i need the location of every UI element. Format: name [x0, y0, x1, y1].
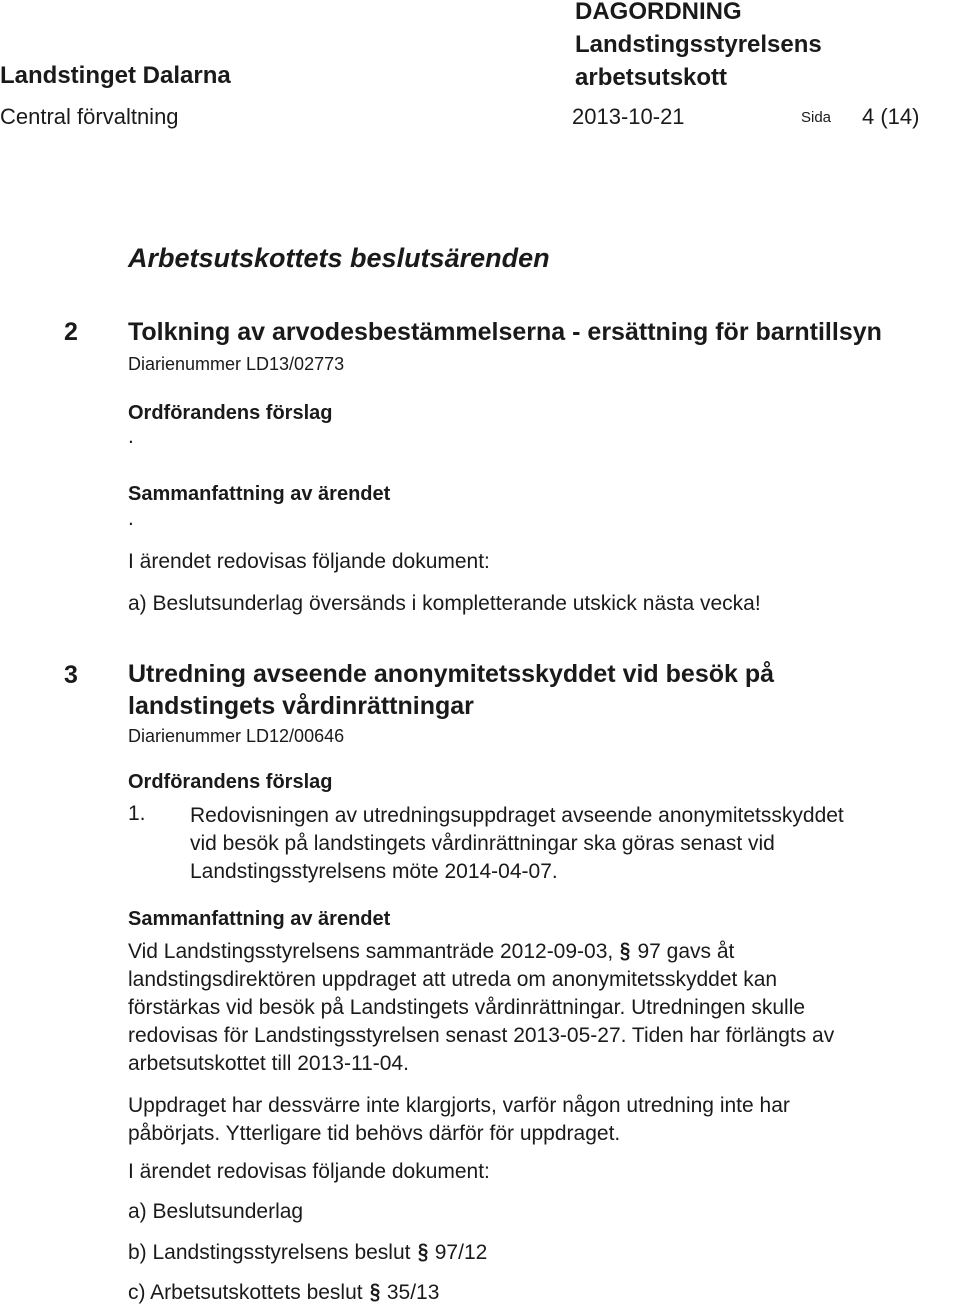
documents-intro: I ärendet redovisas följande dokument: [128, 550, 490, 573]
summary-line: förstärkas vid besök på Landstingets vårdinrättningar. Utredningen skulle [128, 996, 806, 1019]
paragraph-sign: § [417, 1239, 428, 1264]
summary-text: Vid Landstingsstyrelsens sammanträde 2012-09-03, [128, 940, 614, 963]
document-item [128, 1239, 487, 1267]
proposal-text: . [128, 425, 134, 448]
item-title: Tolkning av arvodesbestämmelserna - ersättning för barntillsyn [128, 318, 882, 346]
item-number: 2 [64, 318, 78, 346]
summary-line [128, 938, 734, 966]
diary-number: Diarienummer LD13/02773 [128, 354, 345, 374]
committee-name-line2: arbetsutskott [575, 64, 728, 91]
committee-name-line1: Landstingsstyrelsens [575, 31, 822, 58]
page-number: 4 (14) [862, 104, 920, 129]
document-text: 35/13 [386, 1281, 440, 1304]
page-label: Sida [801, 109, 832, 126]
document-item: a) Beslutsunderlag [128, 1200, 304, 1223]
summary-line: redovisas för Landstingsstyrelsen senast 2013-05-27. Tiden har förlängts av [128, 1024, 835, 1047]
document-text: 97/12 [434, 1241, 488, 1264]
decision-number: 1. [128, 802, 146, 825]
document-text: b) Landstingsstyrelsens beslut [128, 1241, 411, 1264]
summary-line: Uppdraget har dessvärre inte klargjorts, varför någon utredning inte har [128, 1094, 790, 1117]
item-title-line2: landstingets vårdinrättningar [128, 692, 474, 720]
summary-heading: Sammanfattning av ärendet [128, 908, 391, 930]
paragraph-sign: § [620, 938, 631, 963]
diary-number: Diarienummer LD12/00646 [128, 726, 345, 746]
summary-text: . [128, 507, 134, 530]
document-text: c) Arbetsutskottets beslut [128, 1281, 363, 1304]
decision-line: Landstingsstyrelsens möte 2014-04-07. [190, 860, 558, 883]
decision-line: vid besök på landstingets vårdinrättningar ska göras senast vid [190, 832, 775, 855]
document-item [128, 1279, 439, 1307]
department: Central förvaltning [0, 104, 179, 129]
summary-line: arbetsutskottet till 2013-11-04. [128, 1052, 409, 1075]
summary-line: landstingsdirektören uppdraget att utreda om anonymitetsskyddet kan [128, 968, 778, 991]
meeting-date: 2013-10-21 [572, 104, 685, 129]
proposal-heading: Ordförandens förslag [128, 771, 333, 793]
paragraph-sign: § [369, 1279, 380, 1304]
organization-name: Landstinget Dalarna [0, 62, 231, 89]
proposal-heading: Ordförandens förslag [128, 402, 333, 424]
summary-heading: Sammanfattning av ärendet [128, 483, 391, 505]
item-number: 3 [64, 661, 78, 689]
item-title-line1: Utredning avseende anonymitetsskyddet vid besök på [128, 660, 775, 688]
summary-text: 97 gavs åt [637, 940, 735, 963]
summary-line: påbörjats. Ytterligare tid behövs därför för uppdraget. [128, 1122, 621, 1145]
section-heading: Arbetsutskottets beslutsärenden [128, 243, 550, 273]
decision-line: Redovisningen av utredningsuppdraget avseende anonymitetsskyddet [190, 804, 844, 827]
document-type: DAGORDNING [575, 0, 742, 25]
document-item: a) Beslutsunderlag översänds i kompletterande utskick nästa vecka! [128, 592, 761, 615]
documents-intro: I ärendet redovisas följande dokument: [128, 1160, 490, 1183]
